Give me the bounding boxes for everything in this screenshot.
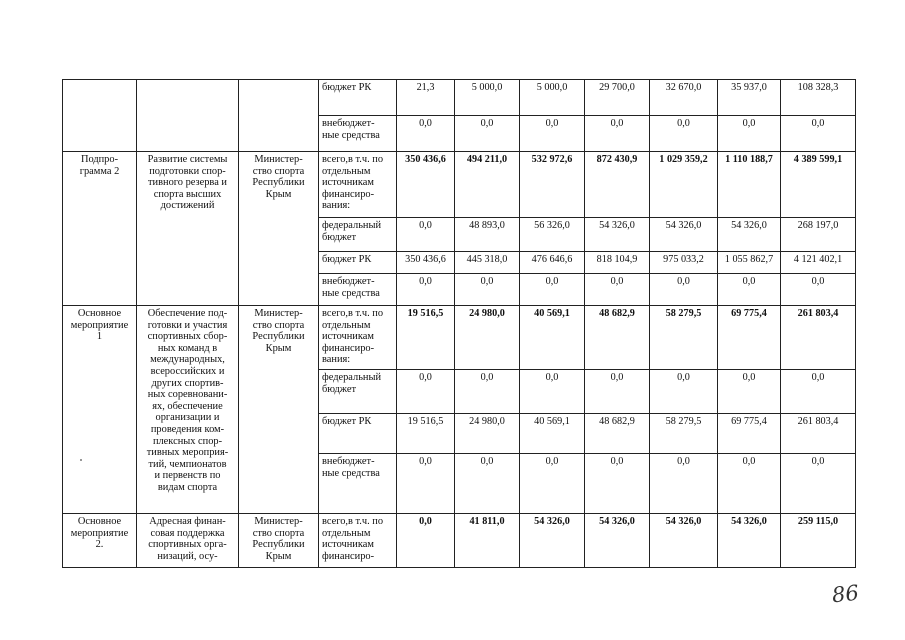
value-cell: 0,0 [520,274,585,306]
value-cell: 0,0 [520,370,585,414]
table-row [63,514,856,568]
value-cell: 0,0 [397,116,455,152]
value-cell: 0,0 [520,116,585,152]
value-cell: 350 436,6 [397,152,455,218]
value-cell: 40 569,1 [520,414,585,454]
value-cell: 0,0 [781,274,856,306]
value-cell: 58 279,5 [650,306,718,370]
value-cell: 0,0 [397,514,455,568]
table-body [63,80,856,568]
executor-cell: Министер- ство спорта Республики Крым [239,152,319,306]
value-cell: 0,0 [585,370,650,414]
value-cell: 56 326,0 [520,218,585,252]
executor-cell: Министер- ство спорта Республики Крым [239,306,319,514]
value-cell: 54 326,0 [585,218,650,252]
value-cell: 5 000,0 [520,80,585,116]
value-cell: 48 682,9 [585,306,650,370]
value-cell: 1 110 188,7 [718,152,781,218]
value-cell: 0,0 [455,370,520,414]
value-cell: 0,0 [585,274,650,306]
value-cell: 0,0 [650,116,718,152]
value-cell: 350 436,6 [397,252,455,274]
budget-table [62,79,856,568]
value-cell: 0,0 [650,274,718,306]
value-cell: 0,0 [585,116,650,152]
value-cell: 872 430,9 [585,152,650,218]
program-code-cell: Подпро- грамма 2 [63,152,137,306]
value-cell: 0,0 [455,454,520,514]
executor-cell: Министер- ство спорта Республики Крым [239,514,319,568]
value-cell: 0,0 [781,370,856,414]
value-cell: 58 279,5 [650,414,718,454]
value-cell: 24 980,0 [455,414,520,454]
value-cell: 69 775,4 [718,306,781,370]
table-row [63,80,856,116]
value-cell: 0,0 [520,454,585,514]
value-cell: 4 389 599,1 [781,152,856,218]
value-cell: 0,0 [781,454,856,514]
value-cell: 48 893,0 [455,218,520,252]
value-cell: 0,0 [650,454,718,514]
program-name-cell: Обеспечение под- готовки и участия спортивных сбор- ных команд в международных, всероссийских и других спортив- ных соревновани- ях, обеспечение организации и проведения ком- плексных спор- тивных мероприя- тий, чемпионатов и первенств по видам спорта [137,306,239,514]
value-cell: 1 029 359,2 [650,152,718,218]
page-number: 86 [830,580,860,608]
value-cell: 0,0 [397,370,455,414]
value-cell: 0,0 [781,116,856,152]
value-cell: 0,0 [455,274,520,306]
value-cell: 24 980,0 [455,306,520,370]
program-name-cell: Адресная финан- совая поддержка спортивных орга- низаций, осу- [137,514,239,568]
value-cell: 261 803,4 [781,306,856,370]
value-cell: 0,0 [397,454,455,514]
scan-speck [80,459,82,461]
funding-source-cell: федеральный бюджет [319,370,397,414]
code-cell [63,80,137,152]
value-cell: 0,0 [397,218,455,252]
value-cell: 0,0 [718,116,781,152]
value-cell: 48 682,9 [585,414,650,454]
value-cell: 1 055 862,7 [718,252,781,274]
funding-source-cell: бюджет РК [319,252,397,274]
funding-source-cell: внебюджет- ные средства [319,116,397,152]
value-cell: 259 115,0 [781,514,856,568]
value-cell: 69 775,4 [718,414,781,454]
value-cell: 54 326,0 [718,514,781,568]
value-cell: 0,0 [718,370,781,414]
value-cell: 445 318,0 [455,252,520,274]
value-cell: 54 326,0 [520,514,585,568]
value-cell: 5 000,0 [455,80,520,116]
value-cell: 54 326,0 [650,218,718,252]
value-cell: 975 033,2 [650,252,718,274]
funding-source-cell: всего,в т.ч. по отдельным источникам финансиро- [319,514,397,568]
funding-source-cell: всего,в т.ч. по отдельным источникам финансиро- вания: [319,306,397,370]
funding-source-cell: внебюджет- ные средства [319,454,397,514]
value-cell: 35 937,0 [718,80,781,116]
value-cell: 40 569,1 [520,306,585,370]
value-cell: 54 326,0 [718,218,781,252]
value-cell: 21,3 [397,80,455,116]
value-cell: 4 121 402,1 [781,252,856,274]
value-cell: 0,0 [718,274,781,306]
value-cell: 32 670,0 [650,80,718,116]
funding-source-cell: бюджет РК [319,414,397,454]
executor-cell [239,80,319,152]
value-cell: 41 811,0 [455,514,520,568]
value-cell: 0,0 [650,370,718,414]
table-row [63,152,856,218]
value-cell: 532 972,6 [520,152,585,218]
value-cell: 818 104,9 [585,252,650,274]
value-cell: 0,0 [397,274,455,306]
program-code-cell: Основное мероприятие 2. [63,514,137,568]
value-cell: 0,0 [585,454,650,514]
value-cell: 54 326,0 [585,514,650,568]
value-cell: 476 646,6 [520,252,585,274]
funding-source-cell: федеральный бюджет [319,218,397,252]
name-cell [137,80,239,152]
value-cell: 19 516,5 [397,414,455,454]
table-row [63,306,856,370]
value-cell: 494 211,0 [455,152,520,218]
funding-source-cell: бюджет РК [319,80,397,116]
funding-source-cell: всего,в т.ч. по отдельным источникам финансиро- вания: [319,152,397,218]
funding-source-cell: внебюджет- ные средства [319,274,397,306]
value-cell: 0,0 [718,454,781,514]
value-cell: 261 803,4 [781,414,856,454]
value-cell: 29 700,0 [585,80,650,116]
value-cell: 54 326,0 [650,514,718,568]
value-cell: 19 516,5 [397,306,455,370]
value-cell: 0,0 [455,116,520,152]
value-cell: 268 197,0 [781,218,856,252]
program-code-cell: Основное мероприятие 1 [63,306,137,514]
value-cell: 108 328,3 [781,80,856,116]
program-name-cell: Развитие системы подготовки спор- тивного резерва и спорта высших достижений [137,152,239,306]
